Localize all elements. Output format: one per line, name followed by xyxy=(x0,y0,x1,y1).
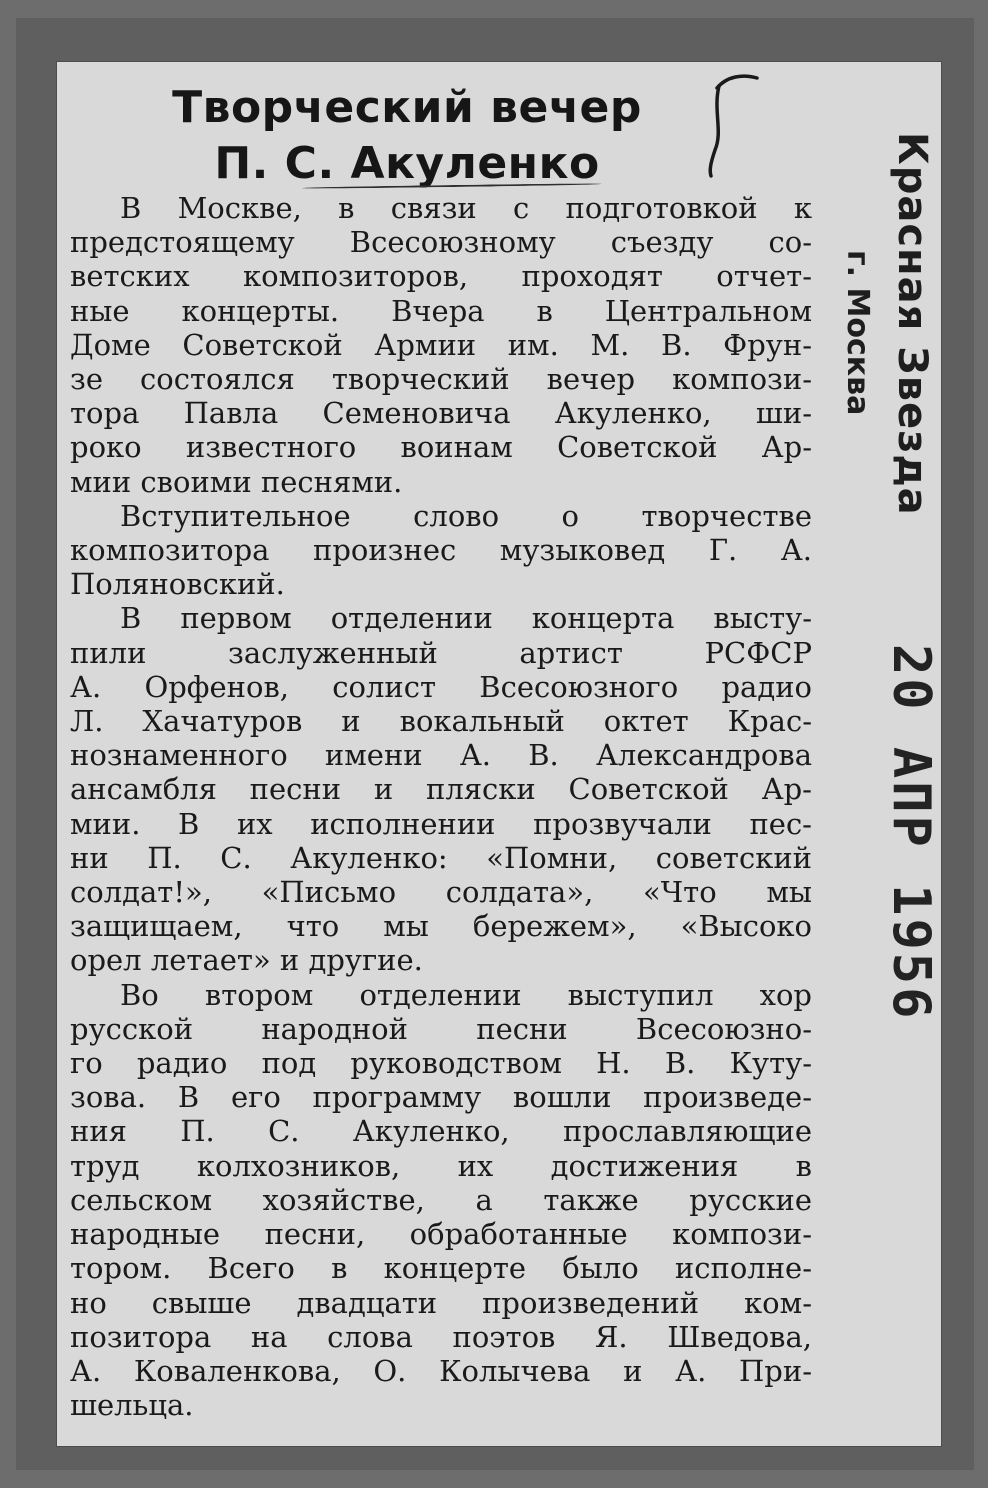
body-line: мии. В их исполнении прозвучали пес- xyxy=(70,806,812,841)
body-line: роко известного воинам Советской Ар- xyxy=(70,430,812,465)
newspaper-masthead xyxy=(840,132,935,542)
date-stamp xyxy=(877,644,941,1044)
body-line: В Москве, в связи с подготовкой к xyxy=(120,191,812,225)
body-line: ния П. С. Акуленко, прославляющие xyxy=(70,1114,812,1149)
body-line: народные песни, обработанные компози- xyxy=(70,1217,812,1252)
body-line: солдат!», «Письмо солдата», «Что мы xyxy=(70,875,812,910)
body-line: Вступительное слово о творчестве xyxy=(120,498,812,533)
body-line: Во втором отделении выступил хор xyxy=(120,977,812,1012)
body-line: ансамбля песни и пляски Советской Ар- xyxy=(70,772,812,807)
body-line: тора Павла Семеновича Акуленко, ши- xyxy=(70,396,812,431)
body-line: шельца. xyxy=(70,1388,194,1423)
body-line: композитора произнес музыковед Г. А. xyxy=(70,533,812,568)
body-line: зова. В его программу вошли произведе- xyxy=(70,1080,812,1115)
title-line-1: Творческий вечер xyxy=(172,82,642,133)
body-line: нознаменного имени А. В. Александрова xyxy=(70,738,812,773)
newspaper-name: Красная Звезда xyxy=(889,132,935,516)
body-line: ни П. С. Акуленко: «Помни, советский xyxy=(70,840,812,875)
date-stamp-text: 20 АПР 1956 xyxy=(881,644,941,1022)
newspaper-city: г. Москва xyxy=(840,250,875,416)
body-line: мии своими песнями. xyxy=(70,464,403,499)
title-line-2: П. С. Акуленко xyxy=(214,138,600,189)
article-title xyxy=(57,80,757,192)
body-line: тором. Всего в концерте было исполне- xyxy=(70,1251,812,1286)
body-line: защищаем, что мы бережем», «Высоко xyxy=(70,909,812,944)
handwritten-mark xyxy=(705,70,765,190)
body-line: ные концерты. Вчера в Центральном xyxy=(70,293,812,328)
body-line: труд колхозников, их достижения в xyxy=(70,1148,812,1183)
body-line: Доме Советской Армии им. М. В. Фрун- xyxy=(70,327,812,362)
article-body xyxy=(70,191,812,1422)
body-line: предстоящему Всесоюзному съезду со- xyxy=(70,225,812,260)
newspaper-clipping xyxy=(57,62,941,1446)
body-line: А. Орфенов, солист Всесоюзного радио xyxy=(70,669,812,704)
body-line: пили заслуженный артист РСФСР xyxy=(70,635,812,670)
body-line: А. Коваленкова, О. Колычева и А. При- xyxy=(70,1353,812,1388)
body-line: сельском хозяйстве, а также русские xyxy=(70,1182,812,1217)
body-line: зе состоялся творческий вечер компози- xyxy=(70,362,812,397)
body-line: В первом отделении концерта высту- xyxy=(120,601,812,636)
body-line: Поляновский. xyxy=(70,567,285,602)
body-line: орел летает» и другие. xyxy=(70,943,423,978)
body-line: но свыше двадцати произведений ком- xyxy=(70,1285,812,1320)
body-line: русской народной песни Всесоюзно- xyxy=(70,1011,812,1046)
body-line: ветских композиторов, проходят отчет- xyxy=(70,259,812,294)
body-line: го радио под руководством Н. В. Куту- xyxy=(70,1046,812,1081)
body-line: позитора на слова поэтов Я. Шведова, xyxy=(70,1319,812,1354)
body-line: Л. Хачатуров и вокальный октет Крас- xyxy=(70,704,812,739)
